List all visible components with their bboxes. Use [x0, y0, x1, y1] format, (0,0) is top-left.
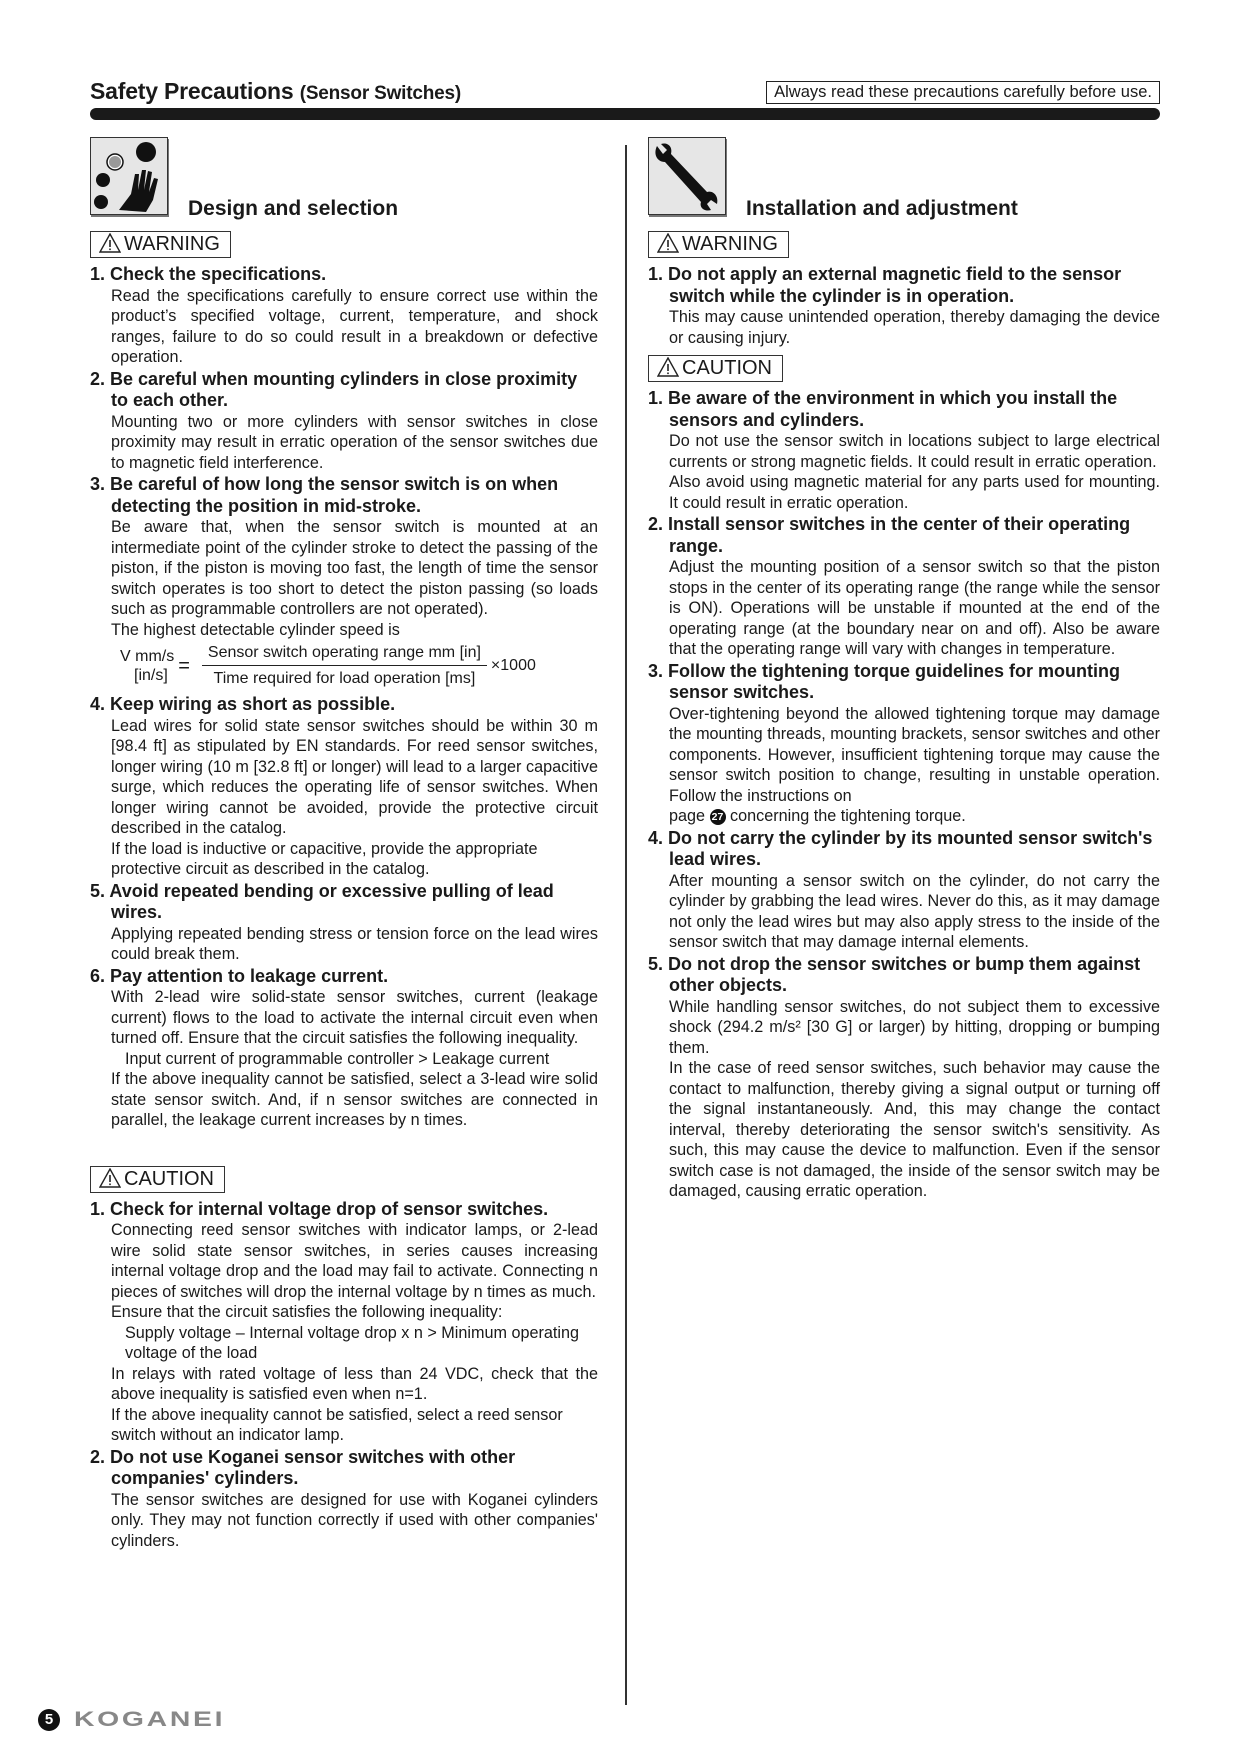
- warning-label: [648, 231, 789, 258]
- caution-text: CAUTION: [124, 1167, 214, 1190]
- section-title: Installation and adjustment: [746, 197, 1018, 220]
- item-paragraph: If the above inequality cannot be satisfied, select a reed sensor switch without an indicator lamp.: [111, 1405, 563, 1444]
- item-title: [648, 388, 1160, 431]
- precaution-item: [648, 828, 1160, 953]
- formula-multiplier: ×1000: [490, 657, 536, 674]
- item-number: 6.: [90, 965, 106, 986]
- item-title: [90, 966, 598, 988]
- precaution-item: [90, 264, 598, 368]
- column-divider: [625, 145, 627, 1705]
- read-precautions-note: Always read these precautions carefully before use.: [766, 81, 1160, 104]
- title-text: Safety Precautions: [90, 78, 294, 104]
- item-paragraph: After mounting a sensor switch on the cylinder, do not carry the cylinder by grabbing the lead wires. Never do this, as it may damage not only the lead wires but may also apply stress to the inside of the sensor switch that may damage internal elements.: [669, 871, 1160, 951]
- precaution-item: [648, 661, 1160, 827]
- precaution-item: [648, 514, 1160, 660]
- precaution-item: [90, 881, 598, 965]
- formula-denominator: Time required for load operation [ms]: [213, 670, 476, 687]
- item-paragraph: Do not use the sensor switch in locations subject to large electrical currents or strong magnetic fields. It could result in erratic operation.: [669, 432, 1160, 471]
- precaution-item: [90, 1199, 598, 1446]
- warning-label: [90, 231, 231, 258]
- item-title: [648, 514, 1160, 557]
- item-title: [90, 1447, 598, 1490]
- caution-label: [90, 1166, 225, 1193]
- item-number: 3.: [648, 660, 664, 681]
- item-title: [648, 954, 1160, 997]
- koganei-logo: KOGANEI: [74, 1708, 226, 1731]
- item-paragraph: In the case of reed sensor switches, such behavior may cause the contact to malfunction, thereby giving a signal output or turning off the signal instantaneously. And, this may change the contact interval, thereby deteriorating the sensor switch's sensitivity. As such, this may cause the device to malfunction. Even if the sensor switch case is not damaged, the inside of the sensor switch may be damaged, causing erratic operation.: [669, 1059, 1160, 1200]
- item-paragraph: In relays with rated voltage of less than 24 VDC, check that the above inequality is satisfied even when n=1.: [111, 1364, 598, 1403]
- precaution-item: [648, 264, 1160, 348]
- item-number: 4.: [90, 694, 106, 714]
- item-title: [90, 1199, 598, 1221]
- warning-text: WARNING: [682, 233, 778, 255]
- item-paragraph: Over-tightening beyond the allowed tightening torque may damage the mounting threads, mounting brackets, sensor switches and other components. However, insufficient tightening torque may cause the sensor switch position to change, resulting in unstable operation. Follow the instructions on: [669, 704, 1160, 805]
- item-number: 1.: [90, 1198, 106, 1219]
- item-title: [648, 661, 1160, 704]
- item-heading: Install sensor switches in the center of their operating range.: [668, 514, 1131, 556]
- page-ref-prefix: page: [669, 807, 706, 825]
- title-subtitle: (Sensor Switches): [299, 83, 461, 104]
- item-paragraph: Also avoid using magnetic material for any parts used for mounting. It could result in erratic operation.: [669, 473, 1160, 512]
- item-title: [648, 828, 1160, 871]
- item-number: 2.: [90, 368, 106, 389]
- item-heading: Follow the tightening torque guidelines for mounting sensor switches.: [668, 660, 1120, 702]
- item-title: [90, 694, 598, 716]
- item-paragraph: If the above inequality cannot be satisfied, select a 3-lead wire solid state sensor switch. And, if n sensor switches are connected in parallel, the leakage current increases by n times.: [111, 1070, 598, 1129]
- item-paragraph: Mounting two or more cylinders with sensor switches in close proximity may result in erratic operation of the sensor switches due to magnetic field interference.: [111, 412, 598, 472]
- item-paragraph: The highest detectable cylinder speed is: [111, 620, 400, 639]
- item-title: [90, 881, 598, 924]
- item-number: 2.: [90, 1446, 106, 1467]
- item-number: 5.: [648, 953, 664, 974]
- item-heading: Keep wiring as short as possible.: [110, 694, 396, 714]
- page-number: 5: [38, 1709, 60, 1731]
- item-paragraph: If the load is inductive or capacitive, provide the appropriate protective circuit as described in the catalog.: [111, 839, 538, 878]
- formula-lhs: [120, 647, 174, 685]
- item-paragraph: Applying repeated bending stress or tension force on the lead wires could break them.: [111, 924, 598, 963]
- item-paragraph: Connecting reed sensor switches with indicator lamps, or 2-lead wire solid state sensor switches, in series causes increasing internal voltage drop and the load may fail to activate. Connecting n pieces of switches will drop the internal voltage by n times as much.: [111, 1221, 598, 1301]
- precaution-item: [648, 954, 1160, 1202]
- precaution-item: [90, 1447, 598, 1552]
- item-heading: Be aware of the environment in which you install the sensors and cylinders.: [668, 388, 1118, 430]
- formula-equals: =: [178, 654, 190, 677]
- page-title: [90, 78, 461, 105]
- paragraph-text: concerning the tightening torque.: [730, 807, 966, 825]
- item-paragraph: The sensor switches are designed for use with Koganei cylinders only. They may not function correctly if used with other companies' cylinders.: [111, 1490, 598, 1550]
- item-heading: Do not use Koganei sensor switches with other companies' cylinders.: [110, 1446, 516, 1488]
- item-title: [90, 369, 598, 412]
- item-heading: Check for internal voltage drop of sensor switches.: [110, 1198, 549, 1219]
- item-heading: Avoid repeated bending or excessive pulling of lead wires.: [109, 880, 554, 922]
- item-paragraph: While handling sensor switches, do not subject them to excessive shock (294.2 m/s² [30 G] or larger) by hitting, dropping or bumping them.: [669, 997, 1160, 1057]
- item-paragraph: Ensure that the circuit satisfies the following inequality:: [111, 1303, 503, 1321]
- item-paragraph: Be aware that, when the sensor switch is mounted at an intermediate point of the cylinder stroke to detect the passing of the piston, if the piston is moving too fast, the length of time the sensor switch operates is too short to detect the piston passing (so loads such as programmable controllers are not operated).: [111, 518, 598, 618]
- item-paragraph: This may cause unintended operation, thereby damaging the device or causing injury.: [669, 308, 1160, 347]
- warning-triangle-icon: [99, 233, 124, 255]
- item-number: 3.: [90, 474, 106, 494]
- page-ref-number: 27: [710, 809, 726, 825]
- item-heading: Do not drop the sensor switches or bump them against other objects.: [668, 953, 1141, 995]
- item-title: [90, 474, 598, 517]
- warning-text: WARNING: [124, 233, 220, 255]
- precaution-item: [90, 369, 598, 474]
- item-number: 5.: [90, 880, 106, 901]
- formula-lhs-unit: V mm/s: [120, 648, 175, 665]
- item-heading: Do not apply an external magnetic field to the sensor switch while the cylinder is in operation.: [668, 264, 1122, 306]
- section-title: Design and selection: [188, 197, 399, 220]
- item-number: 1.: [90, 264, 106, 284]
- formula-lhs-alt-unit: [in/s]: [134, 667, 168, 684]
- header-rule: [90, 108, 1160, 120]
- item-heading: Be careful when mounting cylinders in close proximity to each other.: [110, 368, 578, 410]
- item-paragraph: [648, 806, 1160, 827]
- item-number: 2.: [648, 514, 664, 534]
- precaution-item: [90, 966, 598, 1131]
- footer: [38, 1708, 226, 1732]
- speed-formula: [90, 644, 598, 688]
- item-heading: Pay attention to leakage current.: [110, 965, 389, 986]
- item-paragraph: Adjust the mounting position of a sensor switch so that the piston stops in the center of its operating range (the range while the sensor is ON). Operations will be unstable if mounted at the end of the operating range (at the boundary near on and off). Also be aware that the operating range will vary with changes in temperature.: [669, 558, 1160, 658]
- item-heading: Do not carry the cylinder by its mounted sensor switch's lead wires.: [668, 827, 1153, 869]
- item-number: 4.: [648, 827, 664, 848]
- warning-triangle-icon: [657, 233, 682, 255]
- warning-triangle-icon: [99, 1168, 124, 1190]
- caution-text: CAUTION: [682, 357, 772, 379]
- item-title: [648, 264, 1160, 307]
- block-gap: [90, 1132, 598, 1160]
- item-paragraph: Lead wires for solid state sensor switches should be within 30 m [98.4 ft] as stipulated by EN standards. For reed sensor switches, longer wiring (10 m [32.8 ft] or longer) will lead to a larger capacitive surge, which reduces the operating life of sensor switches. When longer wiring cannot be avoided, provide the protective circuit described in the catalog.: [111, 716, 598, 837]
- item-heading: Be careful of how long the sensor switch is on when detecting the position in mid-stroke.: [110, 474, 559, 516]
- formula-numerator: Sensor switch operating range mm [in]: [202, 644, 487, 666]
- item-heading: Check the specifications.: [110, 264, 327, 284]
- wrench-icon: [648, 137, 726, 215]
- hand-with-spheres-icon: [90, 137, 168, 215]
- item-paragraph: Supply voltage – Internal voltage drop x n > Minimum operating voltage of the load: [125, 1323, 579, 1362]
- warning-triangle-icon: [657, 357, 682, 379]
- precaution-item: [90, 694, 598, 880]
- design-selection-column: [90, 137, 598, 1552]
- item-paragraph: With 2-lead wire solid-state sensor switches, current (leakage current) flows to the load to activate the internal circuit even when turned off. Ensure that the circuit satisfies the following inequality.: [111, 988, 598, 1047]
- item-number: 1.: [648, 388, 664, 408]
- item-title: [90, 264, 598, 286]
- precaution-item: [648, 388, 1160, 513]
- caution-label: [648, 355, 783, 382]
- item-paragraph: Input current of programmable controller > Leakage current: [125, 1049, 550, 1068]
- item-paragraph: Read the specifications carefully to ensure correct use within the product’s specified voltage, current, temperature, and shock ranges, failure to do so could result in a breakdown or defective operation.: [111, 286, 598, 366]
- formula-fraction: [202, 644, 487, 688]
- precaution-item: [90, 474, 598, 688]
- item-number: 1.: [648, 264, 664, 284]
- installation-adjustment-column: [648, 137, 1160, 1203]
